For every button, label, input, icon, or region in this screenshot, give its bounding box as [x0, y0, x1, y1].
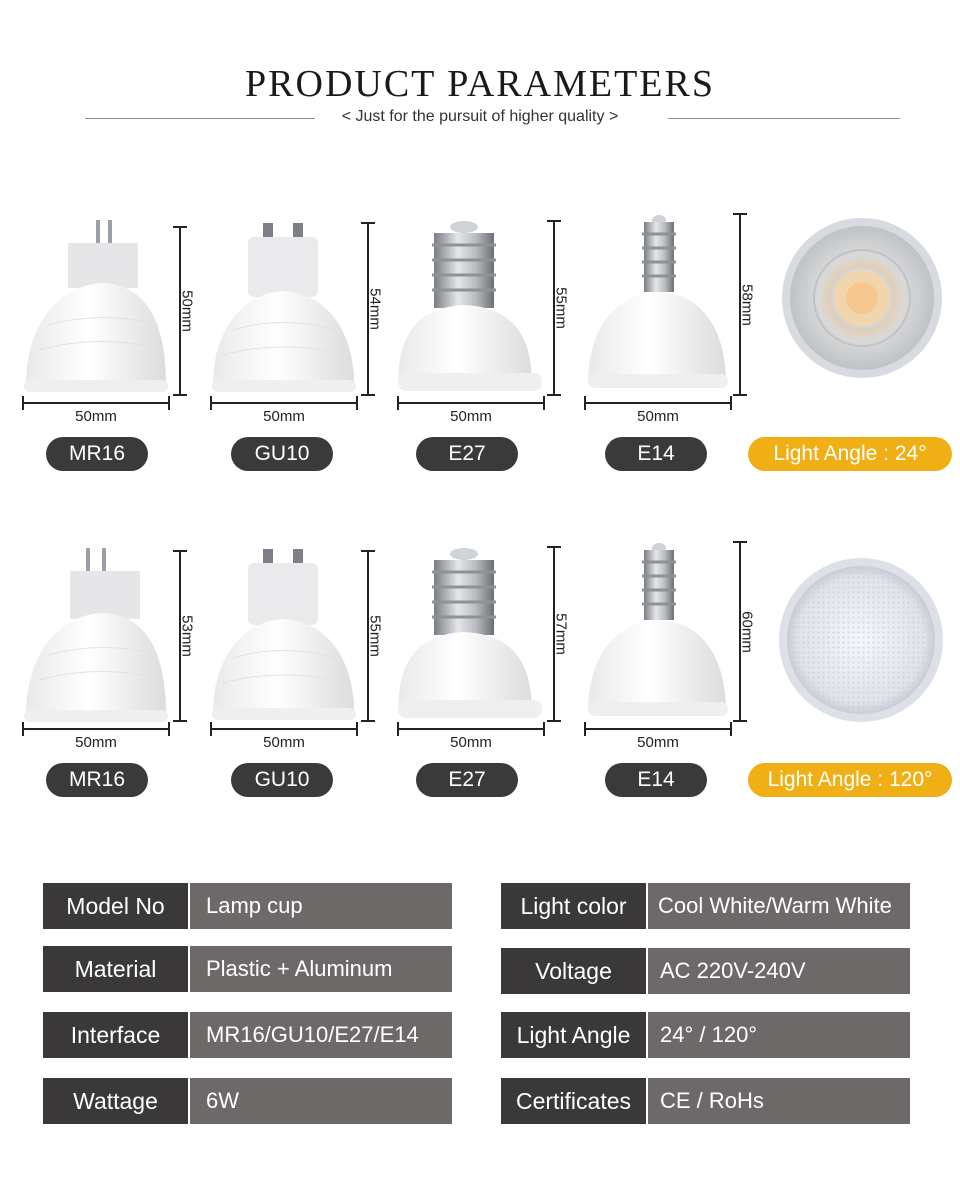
e27-label: E27	[416, 763, 518, 797]
spec-key-light-angle: Light Angle	[501, 1012, 646, 1058]
e27-lamp-image	[396, 215, 546, 395]
spec-key-wattage: Wattage	[43, 1078, 188, 1124]
e27-width-dimension: 50mm	[397, 396, 545, 410]
gu10-height-dimension: 54mm	[361, 222, 375, 396]
e27-height-dimension: 57mm	[547, 546, 561, 722]
spec-value-model-no: Lamp cup	[190, 883, 452, 929]
e27-label: E27	[416, 437, 518, 471]
spec-value-wattage: 6W	[190, 1078, 452, 1124]
spec-key-model-no: Model No	[43, 883, 188, 929]
gu10-label: GU10	[231, 763, 333, 797]
light-angle-24-badge: Light Angle : 24°	[748, 437, 952, 471]
e14-width-dimension: 50mm	[584, 722, 732, 736]
e14-height-dimension: 60mm	[733, 541, 747, 722]
gu10-height-dimension: 55mm	[361, 550, 375, 722]
e14-width-dimension: 50mm	[584, 396, 732, 410]
page-title: PRODUCT PARAMETERS	[245, 63, 715, 105]
spec-key-light-color: Light color	[501, 883, 646, 929]
mr16-label: MR16	[46, 437, 148, 471]
spec-key-voltage: Voltage	[501, 948, 646, 994]
spec-key-interface: Interface	[43, 1012, 188, 1058]
spec-value-interface: MR16/GU10/E27/E14	[190, 1012, 452, 1058]
light-angle-120-badge: Light Angle : 120°	[748, 763, 952, 797]
mr16-label: MR16	[46, 763, 148, 797]
e14-label: E14	[605, 763, 707, 797]
page-subtitle: < Just for the pursuit of higher quality >	[341, 108, 619, 125]
gu10-width-dimension: 50mm	[210, 396, 358, 410]
e14-height-dimension: 58mm	[733, 213, 747, 396]
mr16-width-dimension: 50mm	[22, 722, 170, 736]
gu10-lamp-image	[208, 215, 358, 395]
gu10-lamp-image	[208, 543, 358, 723]
spec-value-light-angle: 24° / 120°	[648, 1012, 910, 1058]
spec-value-voltage: AC 220V-240V	[648, 948, 910, 994]
e27-height-dimension: 55mm	[547, 220, 561, 396]
e14-lamp-image	[584, 212, 734, 392]
spec-value-light-color: Cool White/Warm White	[648, 883, 910, 929]
mr16-height-dimension: 53mm	[173, 550, 187, 722]
spec-key-material: Material	[43, 946, 188, 992]
e14-label: E14	[605, 437, 707, 471]
mr16-lamp-image	[18, 215, 168, 395]
e27-width-dimension: 50mm	[397, 722, 545, 736]
gu10-label: GU10	[231, 437, 333, 471]
spec-key-certificates: Certificates	[501, 1078, 646, 1124]
e27-lamp-image	[396, 542, 546, 722]
spec-value-material: Plastic + Aluminum	[190, 946, 452, 992]
front-view-24-degree-image	[778, 212, 946, 384]
mr16-height-dimension: 50mm	[173, 226, 187, 396]
mr16-width-dimension: 50mm	[22, 396, 170, 410]
gu10-width-dimension: 50mm	[210, 722, 358, 736]
front-view-120-degree-image	[776, 555, 946, 725]
e14-lamp-image	[584, 540, 734, 720]
spec-value-certificates: CE / RoHs	[648, 1078, 910, 1124]
mr16-lamp-image	[18, 545, 168, 725]
